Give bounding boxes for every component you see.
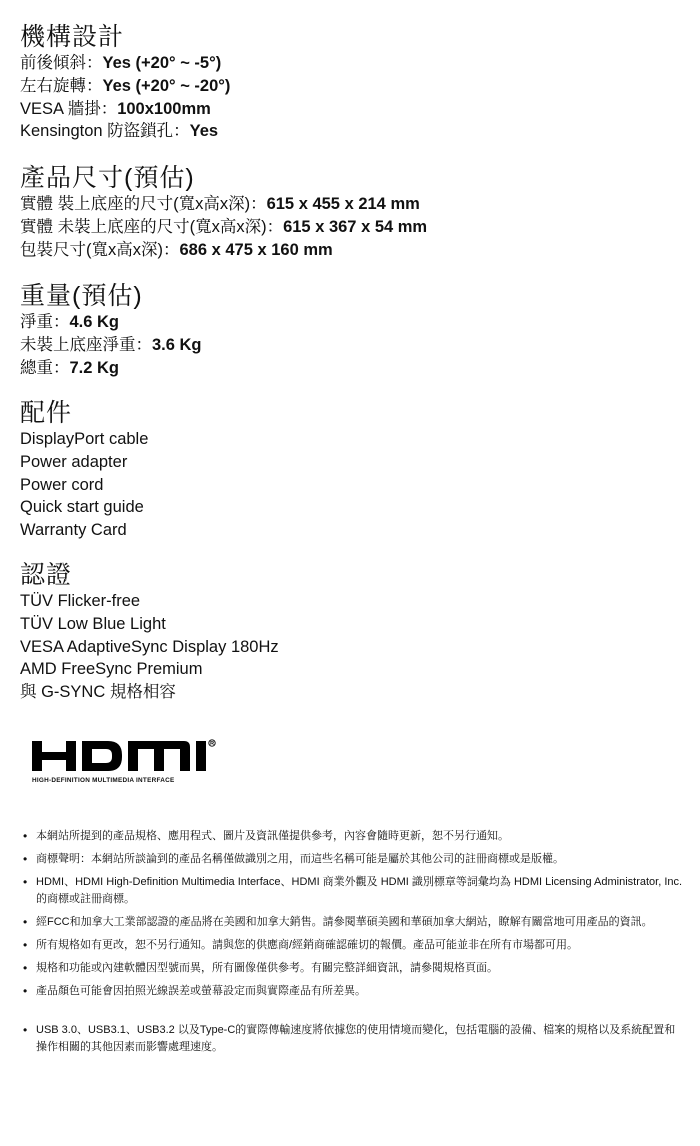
disclaimer-list (18, 828, 686, 1062)
hdmi-wordmark-icon (30, 737, 216, 775)
dimension-box-value: 686 x 475 x 160 mm (179, 240, 333, 259)
swivel-spec (20, 75, 230, 98)
accessories-section (20, 398, 148, 542)
kensington-label: Kensington 防盜鎖孔： (20, 122, 190, 141)
disclaimer-item: • 商標聲明：本網站所談論到的產品名稱僅做識別之用，而這些名稱可能是屬於其他公司的註冊商標或是版權。 (18, 851, 686, 868)
disclaimer-item: • 本網站所提到的產品規格、應用程式、圖片及資訊僅提供參考，內容會隨時更新，恕不另行通知。 (18, 828, 686, 845)
dimension-without-stand-label: 實體 未裝上底座的尺寸(寬x高x深)： (20, 217, 284, 236)
mechanical-title: 機構設計 (20, 23, 125, 51)
gross-weight-value: 7.2 Kg (69, 358, 120, 377)
certification-section (20, 560, 279, 704)
dimension-without-stand (20, 216, 427, 239)
dimensions-title: 產品尺寸(預估) (20, 164, 195, 192)
net-weight-without-stand (20, 334, 202, 357)
kensington-spec (20, 120, 230, 143)
dimension-with-stand-label: 實體 裝上底座的尺寸(寬x高x深)： (20, 195, 267, 213)
net-weight-label: 淨重： (20, 313, 70, 331)
accessory-item: Power adapter (20, 452, 128, 471)
accessory-item: Warranty Card (20, 521, 127, 540)
kensington-value: Yes (189, 122, 219, 141)
hdmi-logo (30, 737, 230, 793)
net-weight (20, 311, 202, 334)
disclaimer-item: • 規格和功能或內建軟體因型號而異，所有圖像僅供參考。有關完整詳細資訊，請參閱規格頁面。 (18, 960, 686, 977)
net-weight-value: 4.6 Kg (69, 313, 120, 331)
gross-weight-label: 總重： (20, 358, 70, 377)
net-weight-without-stand-label: 未裝上底座淨重： (20, 335, 152, 354)
dimension-with-stand (20, 193, 427, 216)
certification-item: VESA AdaptiveSync Display 180Hz (20, 637, 279, 656)
swivel-value: Yes (+20° ~ -20°) (102, 76, 231, 95)
dimension-without-stand-value: 615 x 367 x 54 mm (283, 217, 428, 236)
accessory-item: DisplayPort cable (20, 430, 149, 448)
disclaimer-item: • 產品顏色可能會因拍照光線誤差或螢幕設定而與實際產品有所差異。 (18, 983, 686, 1000)
tilt-spec (20, 52, 230, 75)
tilt-label: 前後傾斜： (20, 54, 103, 72)
tilt-value: Yes (+20° ~ -5°) (102, 54, 222, 72)
certification-item: 與 G-SYNC 規格相容 (20, 683, 176, 702)
vesa-label: VESA 牆掛： (20, 99, 118, 118)
dimensions-section (20, 163, 427, 261)
dimension-with-stand-value: 615 x 455 x 214 mm (266, 195, 420, 213)
weight-title: 重量(預估) (20, 282, 143, 310)
disclaimer-item: • HDMI、HDMI High-Definition Multimedia Interface、HDMI 商業外觀及 HDMI 識別標章等詞彙均為 HDMI Licensing Administrator, Inc. 的商標或註冊商標。 (18, 874, 686, 908)
dimension-box (20, 239, 427, 262)
swivel-label: 左右旋轉： (20, 76, 103, 95)
accessory-item: Power cord (20, 475, 104, 494)
weight-section (20, 281, 202, 379)
gross-weight (20, 357, 202, 380)
disclaimer-item: • USB 3.0、USB3.1、USB3.2 以及Type-C的實際傳輸速度將依據您的使用情境而變化，包括電腦的設備、檔案的規格以及系統配置和操作相關的其他因素而影響處理速度。 (18, 1022, 686, 1056)
certification-title: 認證 (20, 561, 73, 589)
certification-item: TÜV Low Blue Light (20, 614, 166, 633)
dimension-box-label: 包裝尺寸(寬x高x深)： (20, 240, 180, 259)
accessories-title: 配件 (20, 399, 73, 427)
disclaimer-item: • 所有規格如有更改，恕不另行通知。請與您的供應商/經銷商確認確切的報價。產品可能並非在所有市場都可用。 (18, 937, 686, 954)
vesa-value: 100x100mm (117, 99, 211, 118)
certification-item: AMD FreeSync Premium (20, 660, 203, 679)
certification-item: TÜV Flicker-free (20, 592, 141, 610)
mechanical-section (20, 22, 230, 143)
hdmi-tagline: HIGH-DEFINITION MULTIMEDIA INTERFACE (32, 777, 175, 784)
disclaimer-item: • 經FCC和加拿大工業部認證的產品將在美國和加拿大銷售。請參閱華碩美國和華碩加拿大網站，瞭解有關當地可用產品的資訊。 (18, 914, 686, 931)
vesa-spec (20, 98, 230, 121)
net-weight-without-stand-value: 3.6 Kg (152, 335, 202, 354)
accessory-item: Quick start guide (20, 498, 144, 517)
